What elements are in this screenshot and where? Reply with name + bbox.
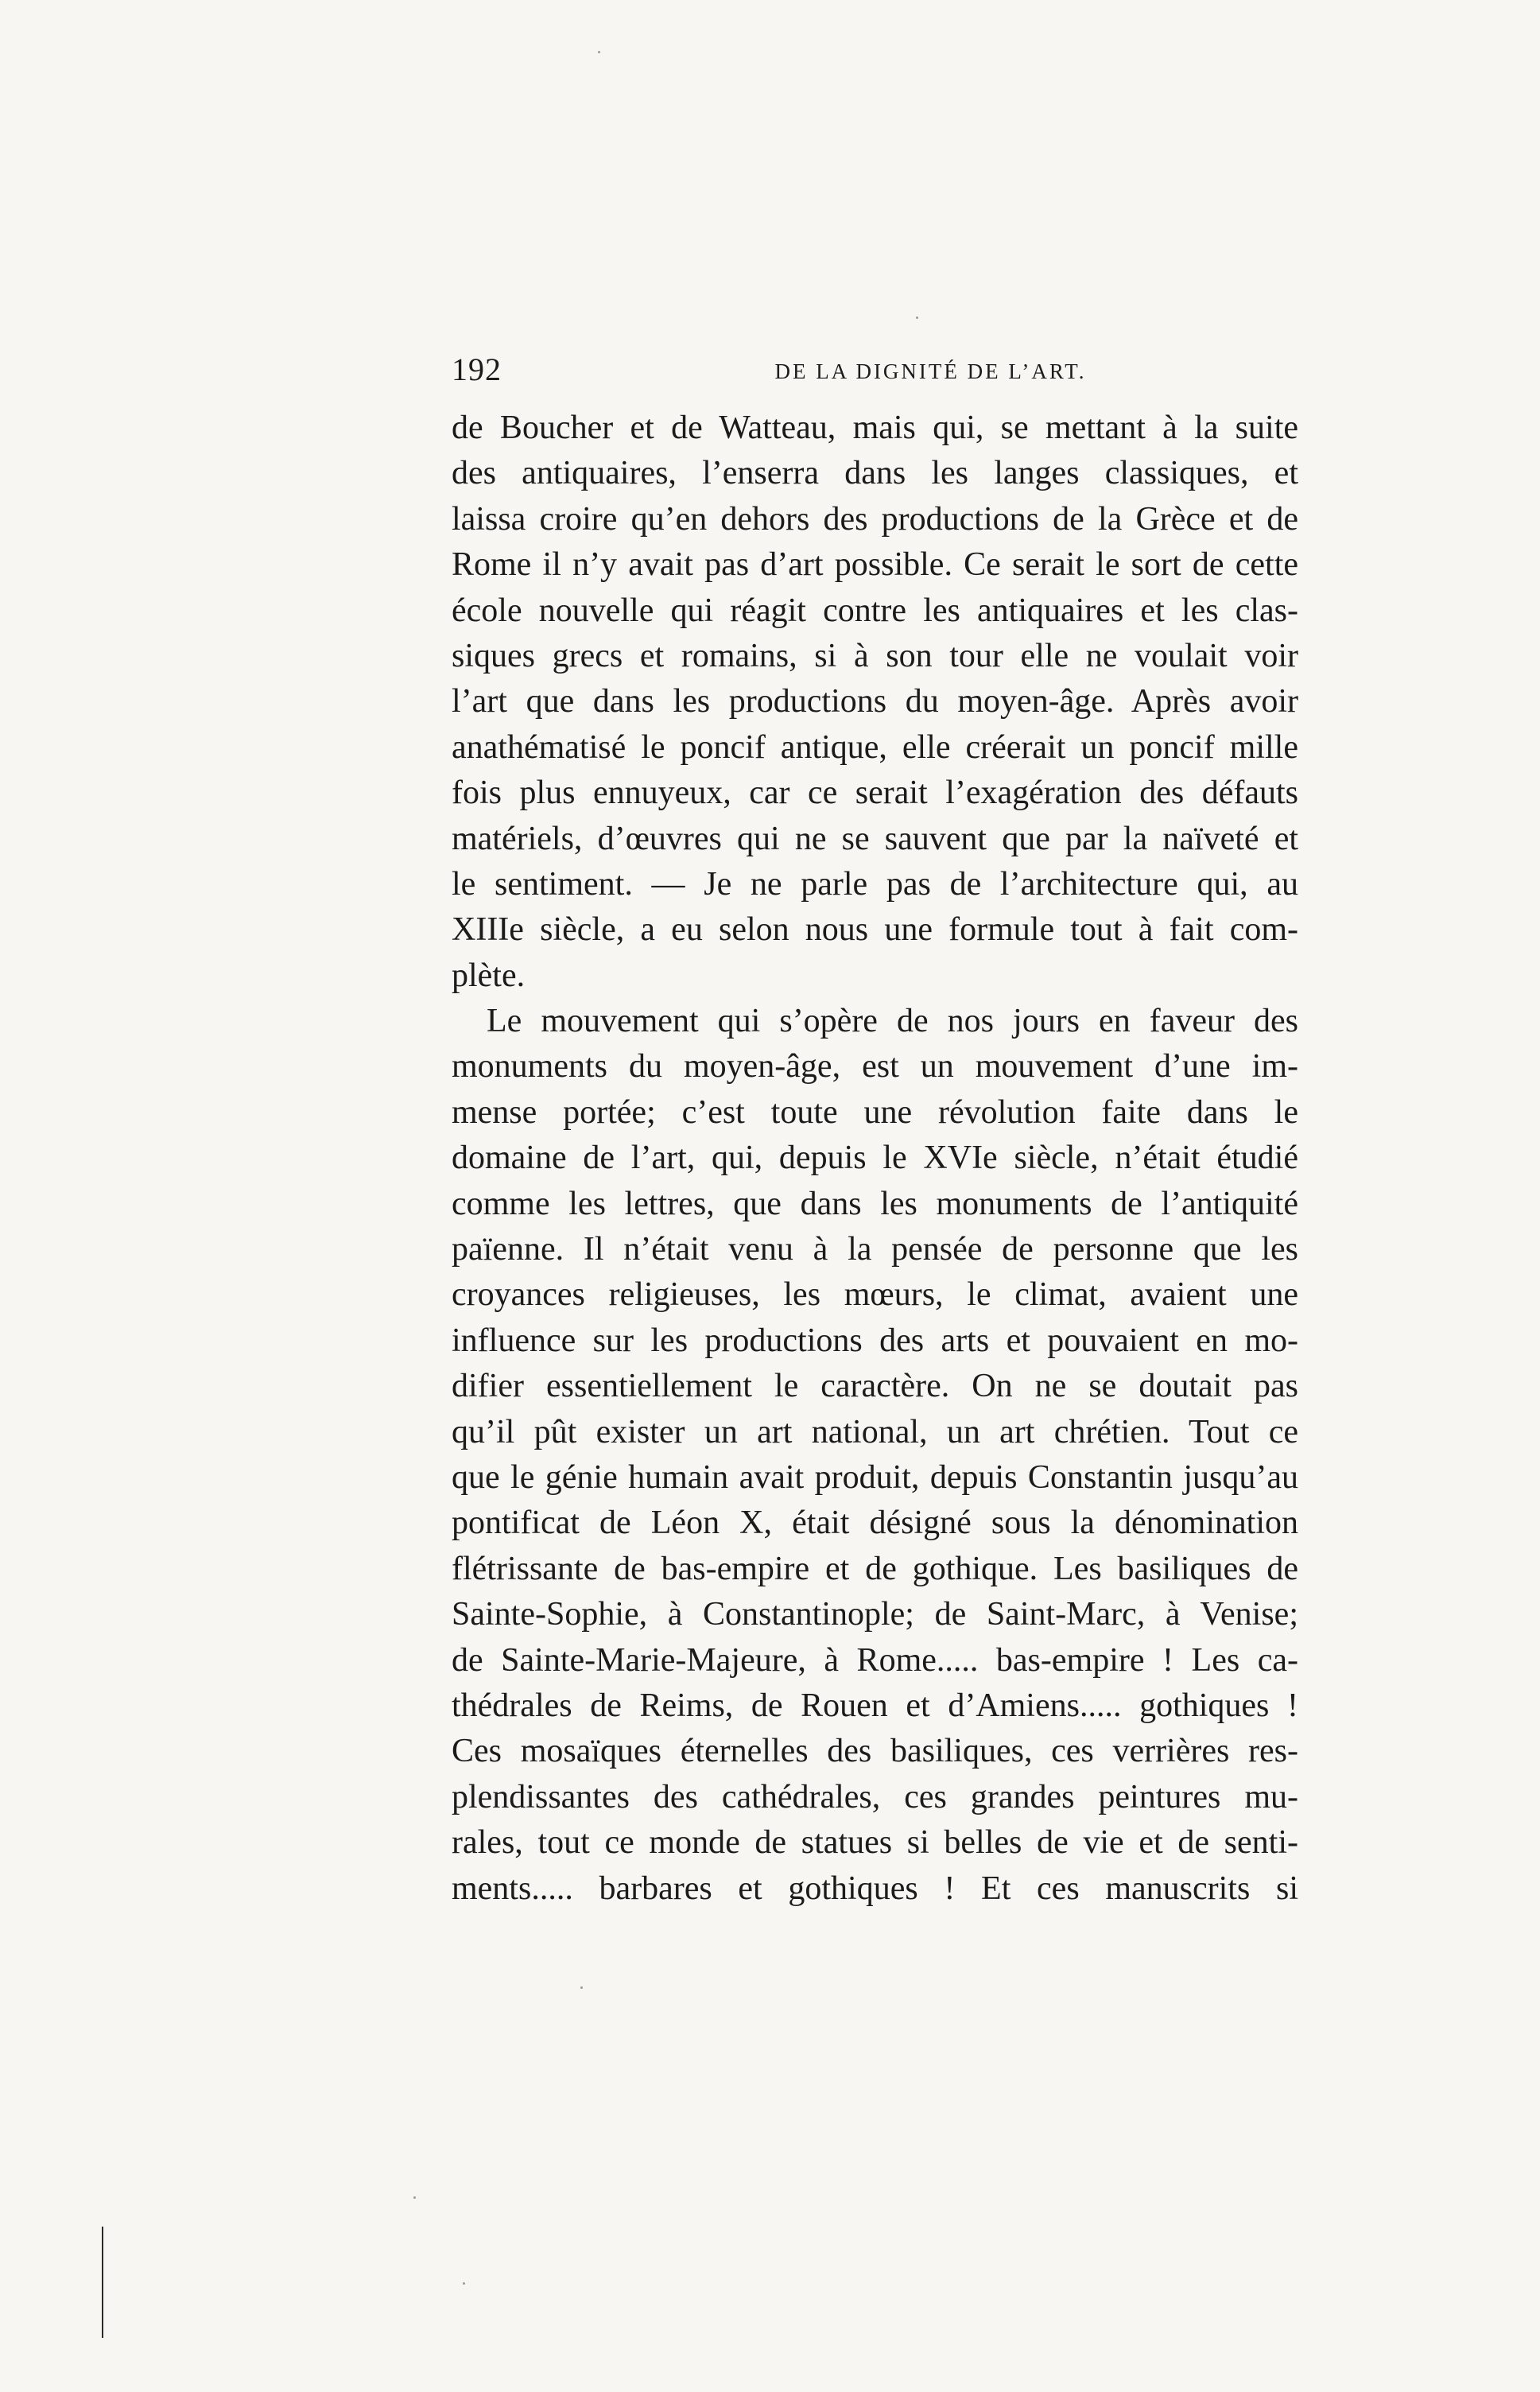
paper-speck [413, 2196, 416, 2199]
text-line: de Sainte-Marie-Majeure, à Rome..... bas-empire ! Les ca- [452, 1641, 1298, 1679]
body-text [452, 406, 1298, 1912]
text-line: influence sur les productions des arts et pouvaient en mo- [452, 1322, 1298, 1359]
text-line: plendissantes des cathédrales, ces grandes peintures mu- [452, 1778, 1298, 1815]
text-line: fois plus ennuyeux, car ce serait l’exagération des défauts [452, 775, 1298, 812]
text-line: matériels, d’œuvres qui ne se sauvent que par la naïveté et [452, 820, 1298, 857]
margin-rule [102, 2227, 103, 2338]
text-line: ments..... barbares et gothiques ! Et ces manuscrits si [452, 1870, 1298, 1907]
text-line: des antiquaires, l’enserra dans les langes classiques, et [452, 455, 1298, 492]
text-line: qu’il pût exister un art national, un art chrétien. Tout ce [452, 1413, 1298, 1450]
text-line: difier essentiellement le caractère. On ne se doutait pas [452, 1368, 1298, 1405]
paragraph-1 [452, 406, 1298, 999]
running-head [452, 350, 1298, 390]
text-line: pontificat de Léon X, était désigné sous la dénomination [452, 1505, 1298, 1542]
paper-speck [580, 1986, 583, 1989]
text-line: rales, tout ce monde de statues si belles de vie et de senti- [452, 1824, 1298, 1862]
page-number: 192 [452, 351, 502, 387]
text-line: XIIIe siècle, a eu selon nous une formule tout à fait com- [452, 911, 1298, 949]
text-line: croyances religieuses, les mœurs, le climat, avaient une [452, 1276, 1298, 1314]
text-line: Le mouvement qui s’opère de nos jours en faveur des [487, 1003, 1298, 1040]
running-title: DE LA DIGNITÉ DE L’ART. [774, 359, 1087, 383]
paragraph-2 [452, 999, 1298, 1912]
text-line: l’art que dans les productions du moyen-âge. Après avoir [452, 683, 1298, 720]
text-line: mense portée; c’est toute une révolution faite dans le [452, 1093, 1298, 1131]
text-line: de Boucher et de Watteau, mais qui, se mettant à la suite [452, 410, 1298, 446]
paper-speck [598, 51, 600, 53]
text-line: flétrissante de bas-empire et de gothique. Les basiliques de [452, 1550, 1298, 1587]
text-line: laissa croire qu’en dehors des productions de la Grèce et de [452, 500, 1298, 538]
text-line: domaine de l’art, qui, depuis le XVIe siècle, n’était étudié [452, 1140, 1298, 1177]
text-line: thédrales de Reims, de Rouen et d’Amiens..... gothiques ! [452, 1687, 1298, 1724]
text-line: anathématisé le poncif antique, elle créerait un poncif mille [452, 728, 1298, 766]
paper-speck [916, 316, 918, 319]
text-line: siques grecs et romains, si à son tour elle ne voulait voir [452, 637, 1298, 674]
text-line: Ces mosaïques éternelles des basiliques, ces verrières res- [452, 1733, 1298, 1770]
text-line: Sainte-Sophie, à Constantinople; de Saint-Marc, à Venise; [452, 1596, 1298, 1633]
text-line: le sentiment. — Je ne parle pas de l’architecture qui, au [452, 865, 1298, 903]
text-line: plète. [452, 957, 526, 994]
text-line: monuments du moyen-âge, est un mouvement d’une im- [452, 1048, 1298, 1085]
text-line: école nouvelle qui réagit contre les antiquaires et les clas- [452, 592, 1298, 629]
text-line: comme les lettres, que dans les monuments de l’antiquité [452, 1185, 1298, 1222]
text-line: que le génie humain avait produit, depuis Constantin jusqu’au [452, 1458, 1298, 1496]
text-line: Rome il n’y avait pas d’art possible. Ce serait le sort de cette [452, 546, 1298, 584]
paper-speck [463, 2282, 465, 2285]
text-line: païenne. Il n’était venu à la pensée de personne que les [452, 1231, 1298, 1268]
